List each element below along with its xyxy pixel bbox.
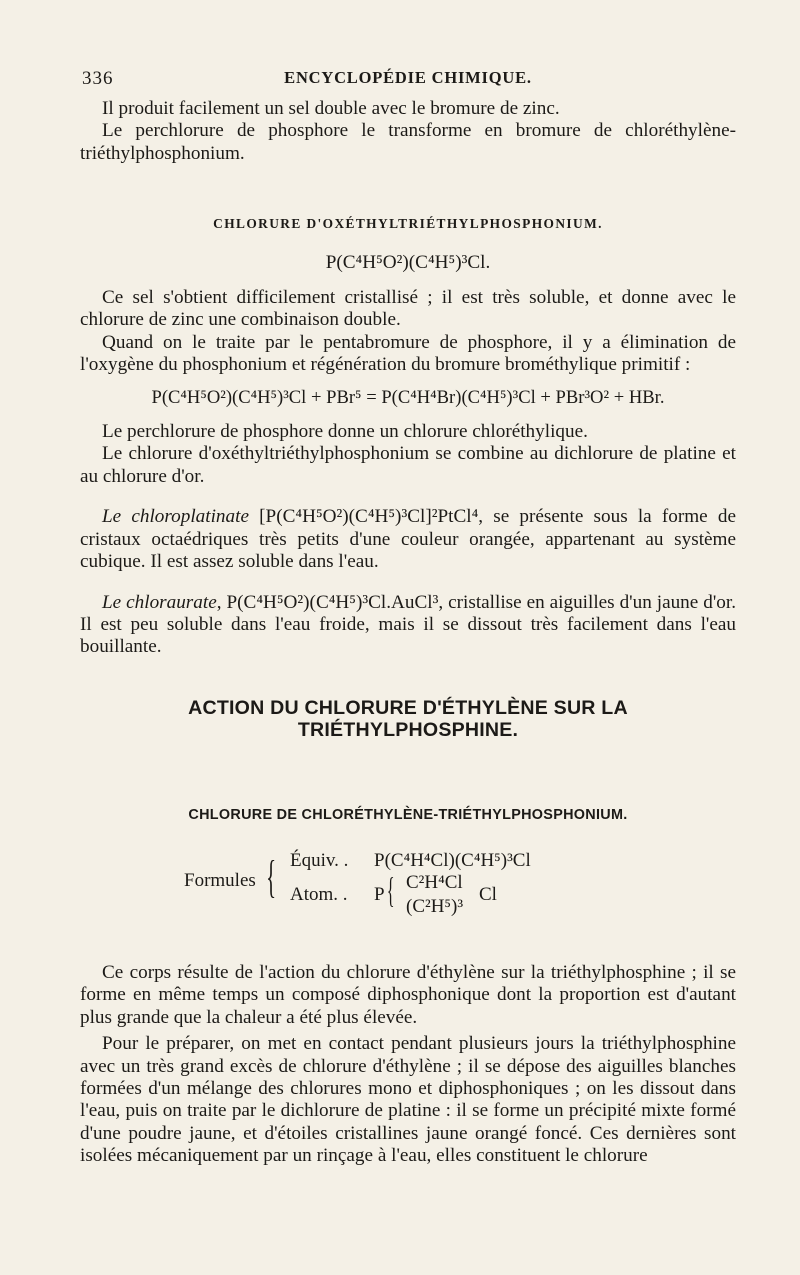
equiv-formula: P(C⁴H⁴Cl)(C⁴H⁵)³Cl — [374, 849, 531, 871]
atom-label: Atom. . — [290, 883, 348, 905]
inner-brace: { — [386, 869, 395, 910]
atom-top: C²H⁴Cl — [406, 871, 463, 893]
formula: P(C⁴H⁵O²)(C⁴H⁵)³Cl. — [325, 251, 491, 273]
paragraph: Pour le préparer, on met en contact pendant plusieurs jours la triéthylphosphine avec un très grand excès de chlorure d'éthylène ; il se dépose des aiguilles blanches formées d'un mélange des chlorures mono et diphosphoniques ; on les dissout dans l'eau, puis on traite par le dichlorure de platine : il se forme un précipité mixte formé d'une poudre jaune, et d'étoiles cristallines jaune orangé foncé. Ces dernières sont isolées mécaniquement par un rinçage à l'eau, elles constituent le chlorure — [80, 1033, 736, 1167]
running-title: ENCYCLOPÉDIE CHIMIQUE. — [284, 68, 532, 87]
section-subheading: CHLORURE DE CHLORÉTHYLÈNE-TRIÉTHYLPHOSPHONIUM. — [188, 806, 628, 823]
paragraph — [80, 592, 736, 659]
atom-cl: Cl — [479, 883, 497, 905]
term: Le chloroplatinate — [102, 506, 249, 528]
running-header — [82, 68, 734, 92]
paragraph: Ce corps résulte de l'action du chlorure d'éthylène sur la triéthylphosphine ; il se forme en même temps un composé diphosphonique dont la proportion est d'autant plus grande que la chaleur a été plus élevée. — [80, 961, 736, 1028]
chapter-heading: ACTION DU CHLORURE D'ÉTHYLÈNE SUR LA TRIÉTHYLPHOSPHINE. — [188, 696, 628, 742]
term: Le chloraurate — [102, 591, 217, 613]
formulas-label: Formules — [184, 869, 256, 891]
section-heading: CHLORURE D'OXÉTHYLTRIÉTHYLPHOSPHONIUM. — [213, 216, 603, 232]
left-brace: { — [266, 850, 277, 902]
paragraph: Quand on le traite par le pentabromure de phosphore, il y a élimination de l'oxygène du phosphonium et régénération du bromure brométhylique primitif : — [80, 331, 736, 376]
paragraph: Ce sel s'obtient difficilement cristallisé ; il est très soluble, et donne avec le chlorure de zinc une combinaison double. — [80, 287, 736, 331]
atom-p: P — [374, 883, 385, 905]
body-text — [80, 98, 736, 1168]
equation: P(C⁴H⁵O²)(C⁴H⁵)³Cl + PBr⁵ = P(C⁴H⁴Br)(C⁴H⁵)³Cl + PBr³O² + HBr. — [151, 386, 665, 408]
paragraph-text: [P(C⁴H⁵O²)(C⁴H⁵)³Cl]²PtCl⁴, se présente sous la forme de cristaux octaédriques très petits d'une couleur orangée, appartenant au système cubique. Il est assez soluble dans l'eau. — [80, 506, 736, 573]
paragraph — [80, 506, 736, 573]
paragraph: Le chlorure d'oxéthyltriéthylphosphonium se combine au dichlorure de platine et au chlorure d'or. — [80, 443, 736, 487]
paragraph-text: , P(C⁴H⁵O²)(C⁴H⁵)³Cl.AuCl³, cristallise en aiguilles d'un jaune d'or. Il est peu soluble dans l'eau froide, mais il se dissout très facilement dans l'eau bouillante. — [80, 591, 737, 658]
formulas-block — [184, 848, 736, 934]
equiv-label: Équiv. . — [290, 849, 349, 871]
paragraph: Il produit facilement un sel double avec le bromure de zinc. — [102, 98, 560, 119]
atom-bottom: (C²H⁵)³ — [406, 895, 464, 917]
page-number: 336 — [82, 68, 114, 89]
paragraph: Le perchlorure de phosphore le transforme en bromure de chloréthylène-triéthylphosphonium. — [80, 120, 736, 164]
paragraph: Le perchlorure de phosphore donne un chlorure chloréthylique. — [102, 421, 588, 443]
